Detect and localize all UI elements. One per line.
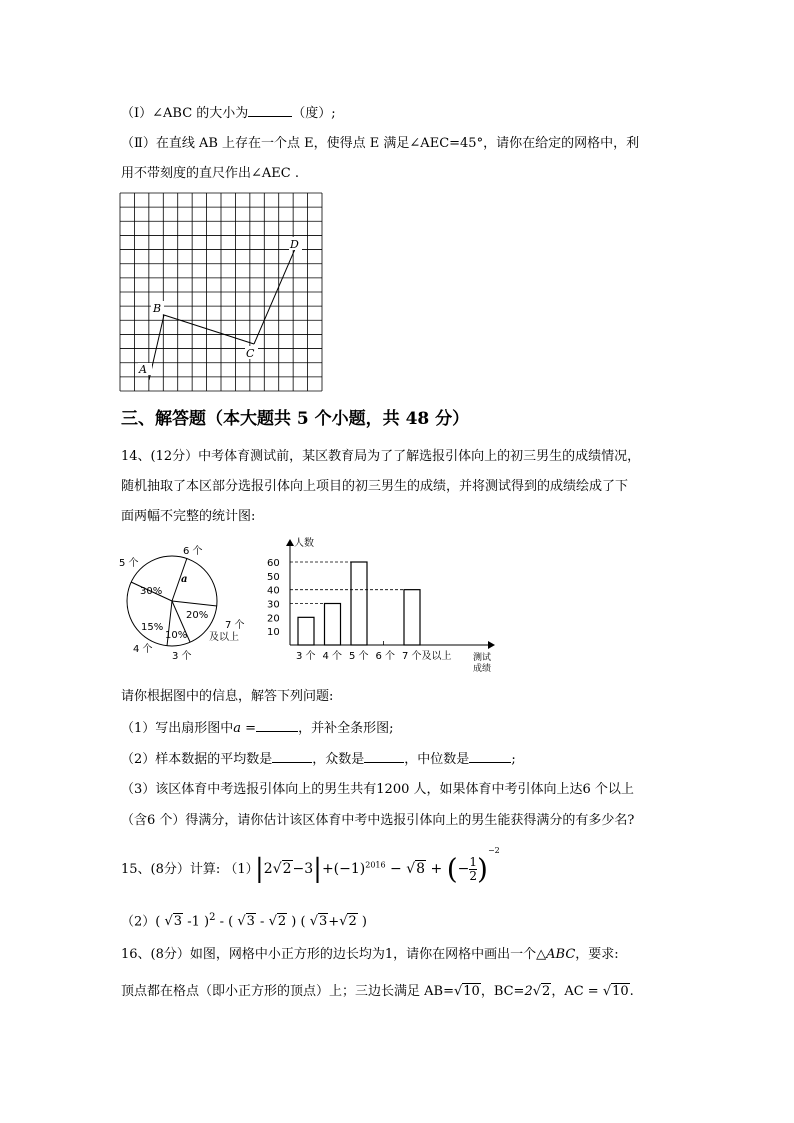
y-axis-label: 人数: [294, 538, 314, 549]
pie-pct-3: 10%: [165, 630, 188, 641]
pie-label-4: 4 个: [133, 644, 153, 655]
bar: [404, 590, 420, 645]
q15-label: 15、(8分）计算: （1）: [121, 862, 259, 877]
pie-label-6: 6 个: [183, 546, 203, 557]
grid-figure: [118, 191, 324, 393]
x-category-label: 7 个及以上: [402, 651, 452, 662]
q14-sub3-line1: （3）该区体育中考选报引体向上的男生共有1200 人，如果体育中考引体向上达6 个以上: [121, 782, 634, 797]
q14-sub1: （1）写出扇形图中a = ，并补全条形图;: [121, 721, 394, 736]
y-tick-label: 10: [267, 627, 280, 639]
q14-line2: 随机抽取了本区部分选报引体向上项目的初三男生的成绩，并将测试得到的成绩绘成了下: [121, 479, 629, 494]
bar: [298, 617, 314, 645]
q13-part2-line2: 用不带刻度的直尺作出∠AEC .: [121, 166, 299, 181]
q15-expr1: $|2√2-3|+(-1)^{2016} - √8$ + (− $\frac{1}{2}$ )$^{-2}$: [255, 846, 500, 886]
pie-pct-5: 30%: [140, 586, 163, 597]
label-d: D: [290, 238, 299, 251]
bar: [351, 562, 367, 645]
y-tick-label: 40: [267, 585, 280, 597]
q14-prompt: 请你根据图中的信息，解答下列问题:: [121, 689, 334, 704]
segment-cd: [254, 249, 295, 344]
answer-blank[interactable]: [272, 750, 312, 763]
q14-line3: 面两幅不完整的统计图:: [121, 509, 256, 524]
x-category-label: 3 个: [296, 651, 316, 662]
section-heading: 三、解答题（本大题共 5 个小题，共 48 分）: [121, 409, 470, 429]
bar: [325, 604, 341, 646]
q14-line1: 14、(12分）中考体育测试前，某区教育局为了了解选报引体向上的初三男生的成绩情况，: [121, 449, 641, 464]
x-axis-label-2: 成绩: [473, 664, 492, 674]
pie-label-7-above: 及以上: [209, 632, 239, 643]
pie-pct-7: 20%: [186, 610, 209, 621]
pie-pct-4: 15%: [141, 622, 164, 633]
pie-label-7: 7 个: [225, 620, 245, 631]
q16-line2: 顶点都在格点（即小正方形的顶点）上；三边长满足 AB=√10，BC=2√2，AC = √10.: [121, 984, 634, 999]
label-a: A: [139, 363, 147, 376]
label-b: B: [153, 302, 162, 315]
q14-sub3-line2: （含6 个）得满分，请你估计该区体育中考中选报引体向上的男生能获得满分的有多少名?: [121, 813, 635, 828]
y-tick-label: 60: [267, 558, 280, 569]
answer-blank[interactable]: [364, 750, 404, 763]
x-axis-label-1: 测试: [473, 653, 492, 663]
answer-blank[interactable]: [256, 719, 298, 732]
pie-label-3: 3 个: [172, 651, 192, 662]
y-tick-label: 30: [267, 599, 280, 611]
answer-blank[interactable]: [469, 750, 511, 763]
q14-sub2: （2）样本数据的平均数是 ，众数是 ，中位数是 ;: [121, 752, 516, 767]
q13-part2-line1: （Ⅱ）在直线 AB 上存在一个点 E，使得点 E 满足∠AEC=45°，请你在给定的网格中，利: [121, 136, 640, 151]
y-tick-label: 20: [267, 613, 280, 625]
label-c: C: [246, 347, 255, 360]
q15-expr2: （2）( √3 -1 )$^2$ - ( √3 - √2 ) ( √3+√2 ): [121, 912, 367, 930]
x-category-label: 6 个: [375, 651, 396, 662]
y-tick-label: 50: [267, 571, 280, 583]
pie-pct-6: a: [181, 574, 188, 585]
x-category-label: 4 个: [322, 651, 343, 662]
q13-part1: （Ⅰ）∠ABC 的大小为 （度）;: [121, 106, 336, 121]
x-category-label: 5 个: [349, 651, 369, 662]
pie-label-5: 5 个: [119, 558, 139, 569]
bar-chart: [262, 532, 502, 682]
pie-chart: [115, 542, 250, 664]
answer-blank[interactable]: [248, 104, 292, 117]
q16-line1: 16、(8分）如图，网格中小正方形的边长均为1，请你在网格中画出一个△ABC，要求:: [121, 947, 619, 962]
pie-divider: [172, 601, 217, 606]
